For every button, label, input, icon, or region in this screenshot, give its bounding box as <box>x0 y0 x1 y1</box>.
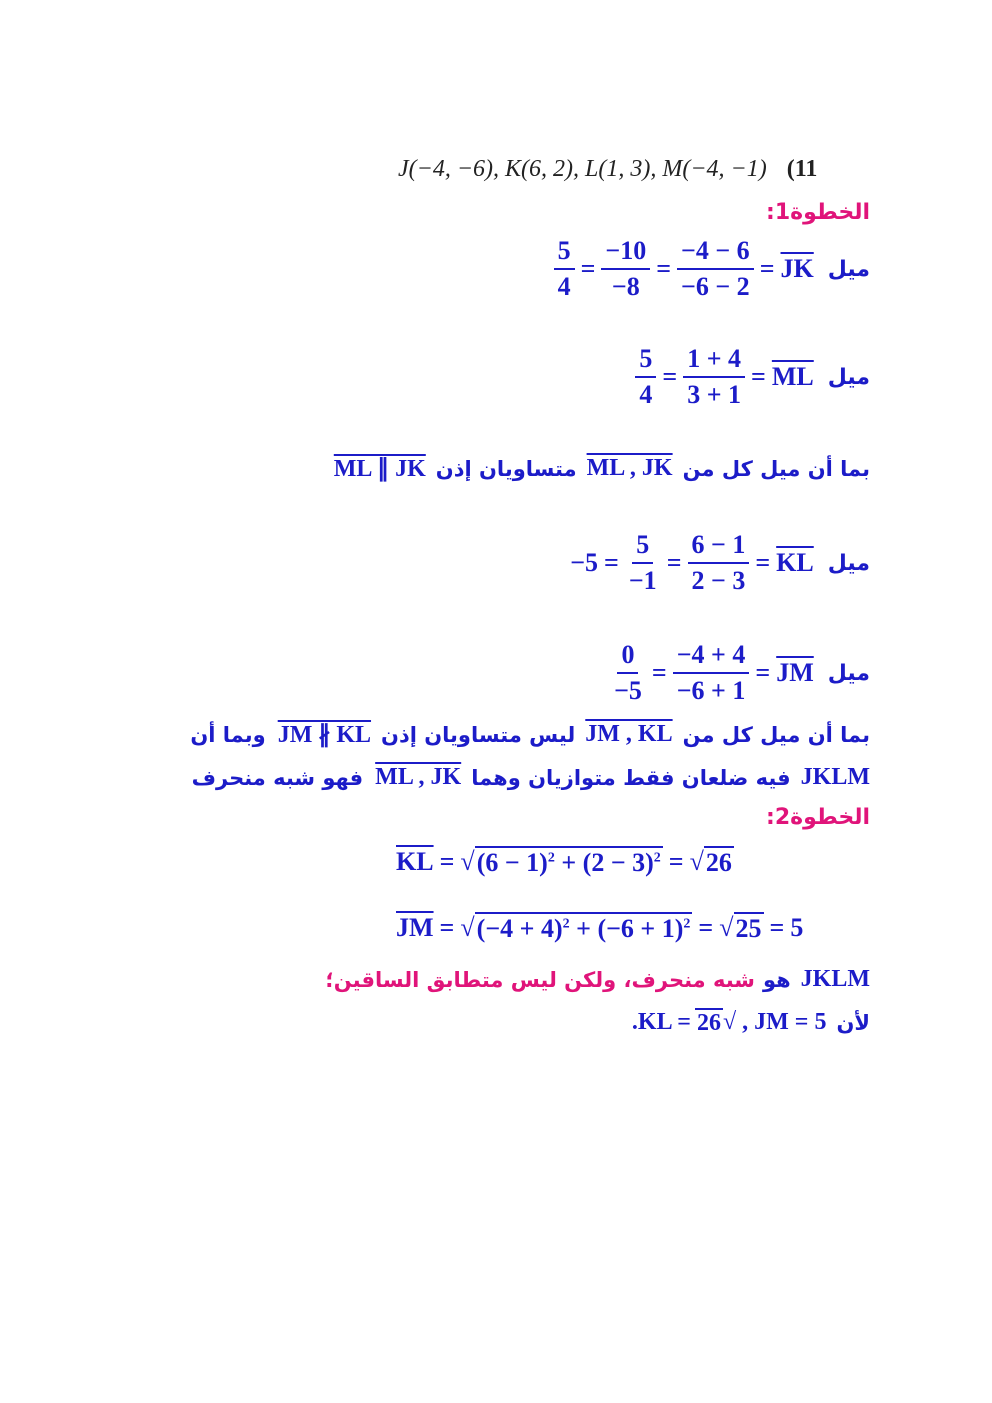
jm-dist-term2: (−6 + 1) <box>597 914 684 943</box>
jm-dist-term1: (−4 + 4) <box>476 914 563 943</box>
slope-word: ميل <box>827 256 870 282</box>
segment-ml: $\overline{ML}$ <box>771 362 814 391</box>
conclusion3-text: فيه ضلعان فقط متوازيان وهما <box>471 765 791 790</box>
jm-dist-final: 5 <box>790 913 804 942</box>
problem-number: (11 <box>786 156 818 182</box>
slope-kl-row: ميل $\overline{KL}$ = $\frac{6 - 1}{2 - 3}$ = $\frac{5}{-1}$ = −5 <box>570 530 870 595</box>
conclusion2-relation: JM ∦ KL <box>277 722 372 748</box>
conclusion-3 <box>192 764 870 791</box>
kl-den1: 2 − 3 <box>691 566 746 595</box>
because-kl: .KL = <box>631 1009 691 1035</box>
problem-points: J(−4, −6), K(6, 2), L(1, 3), M(−4, −1) <box>398 156 767 182</box>
jm-den2: −5 <box>614 676 642 705</box>
because-line: لأن JM = 5 , √ 26 .KL = <box>631 1009 870 1036</box>
jk-den2: −8 <box>611 272 640 301</box>
conclusion3-segments: ML , JK <box>375 764 462 790</box>
jk-num1: −4 − 6 <box>677 236 754 270</box>
distance-kl-segment: $\overline{KL}$ <box>396 847 434 876</box>
problem-header <box>398 156 817 183</box>
step2-heading: الخطوة2: <box>766 805 870 830</box>
final-text1: هو <box>762 967 791 992</box>
segment-kl: $\overline{KL}$ <box>776 548 814 577</box>
because-jm: JM = 5 <box>754 1009 827 1035</box>
conclusion3-text2: فهو شبه منحرف <box>191 765 364 790</box>
conclusion2-text3: وبما أن <box>190 722 266 747</box>
jm-num2: 0 <box>617 640 638 674</box>
conclusion2-text2: ليس متساويان إذن <box>381 722 576 747</box>
conclusion1-text2: متساويان إذن <box>435 456 577 481</box>
conclusion1-relation: ML ∥ JK <box>333 456 426 482</box>
distance-kl-row: $\overline{KL}$ = √ $(6 - 1)^2 + (2 - 3)^2$ = √ 26 <box>396 847 732 877</box>
ml-num2: 5 <box>635 344 656 378</box>
kl-dist-term1: (6 − 1) <box>476 848 548 877</box>
slope-jm-row: ميل $\overline{JM}$ = $\frac{-4 + 4}{-6 + 1}$ = $\frac{0}{-5}$ <box>610 640 870 706</box>
conclusion1-text: بما أن ميل كل من <box>682 456 870 481</box>
jk-num2: −10 <box>601 236 650 270</box>
final-text2: شبه منحرف، ولكن ليس متطابق الساقين؛ <box>325 967 755 992</box>
kl-num1: 6 − 1 <box>688 530 750 564</box>
kl-result: −5 <box>570 548 599 577</box>
kl-dist-term2: (2 − 3) <box>582 848 654 877</box>
distance-jm-row: $\overline{JM}$ = √ $(-4 + 4)^2 + (-6 + 1)^2$ = √ 25 = 5 <box>396 913 804 943</box>
jm-den1: −6 + 1 <box>676 676 746 705</box>
because-text: لأن <box>836 1010 870 1035</box>
jk-den1: −6 − 2 <box>681 272 750 301</box>
jm-num1: −4 + 4 <box>673 640 750 674</box>
conclusion2-segments: JM , KL <box>585 721 673 747</box>
slope-jk-row: ميل $\overline{JK}$ = $\frac{-4 - 6}{-6 - 2}$ = $\frac{-10}{-8}$ = $\frac{5}{4}$ <box>554 236 870 302</box>
kl-num2: 5 <box>632 530 653 564</box>
jm-dist-result: 25 <box>735 914 762 943</box>
conclusion-1 <box>334 454 870 483</box>
slope-word: ميل <box>827 550 870 576</box>
distance-jm-segment: $\overline{JM}$ <box>396 913 434 942</box>
slope-ml-row: ميل $\overline{ML}$ = $\frac{1 + 4}{3 + 1}$ = $\frac{5}{4}$ <box>635 344 870 410</box>
ml-den2: 4 <box>639 380 653 409</box>
because-kl-rad: 26 <box>696 1010 721 1036</box>
jk-num3: 5 <box>554 236 575 270</box>
segment-jm: $\overline{JM}$ <box>776 658 814 687</box>
kl-den2: −1 <box>628 566 657 595</box>
ml-num1: 1 + 4 <box>683 344 745 378</box>
kl-dist-result: 26 <box>705 848 732 877</box>
slope-word: ميل <box>827 364 870 390</box>
conclusion1-segments: ML , JK <box>586 455 673 481</box>
slope-word: ميل <box>827 660 870 686</box>
segment-jk: $\overline{JK}$ <box>780 254 814 283</box>
conclusion-2 <box>190 720 870 749</box>
final-statement <box>325 966 870 993</box>
step1-heading: الخطوة1: <box>766 200 870 225</box>
ml-den1: 3 + 1 <box>687 380 742 409</box>
conclusion2-text: بما أن ميل كل من <box>682 722 870 747</box>
final-shape: JKLM <box>800 966 870 992</box>
conclusion3-shape: JKLM <box>800 764 870 790</box>
jk-den3: 4 <box>557 272 571 301</box>
